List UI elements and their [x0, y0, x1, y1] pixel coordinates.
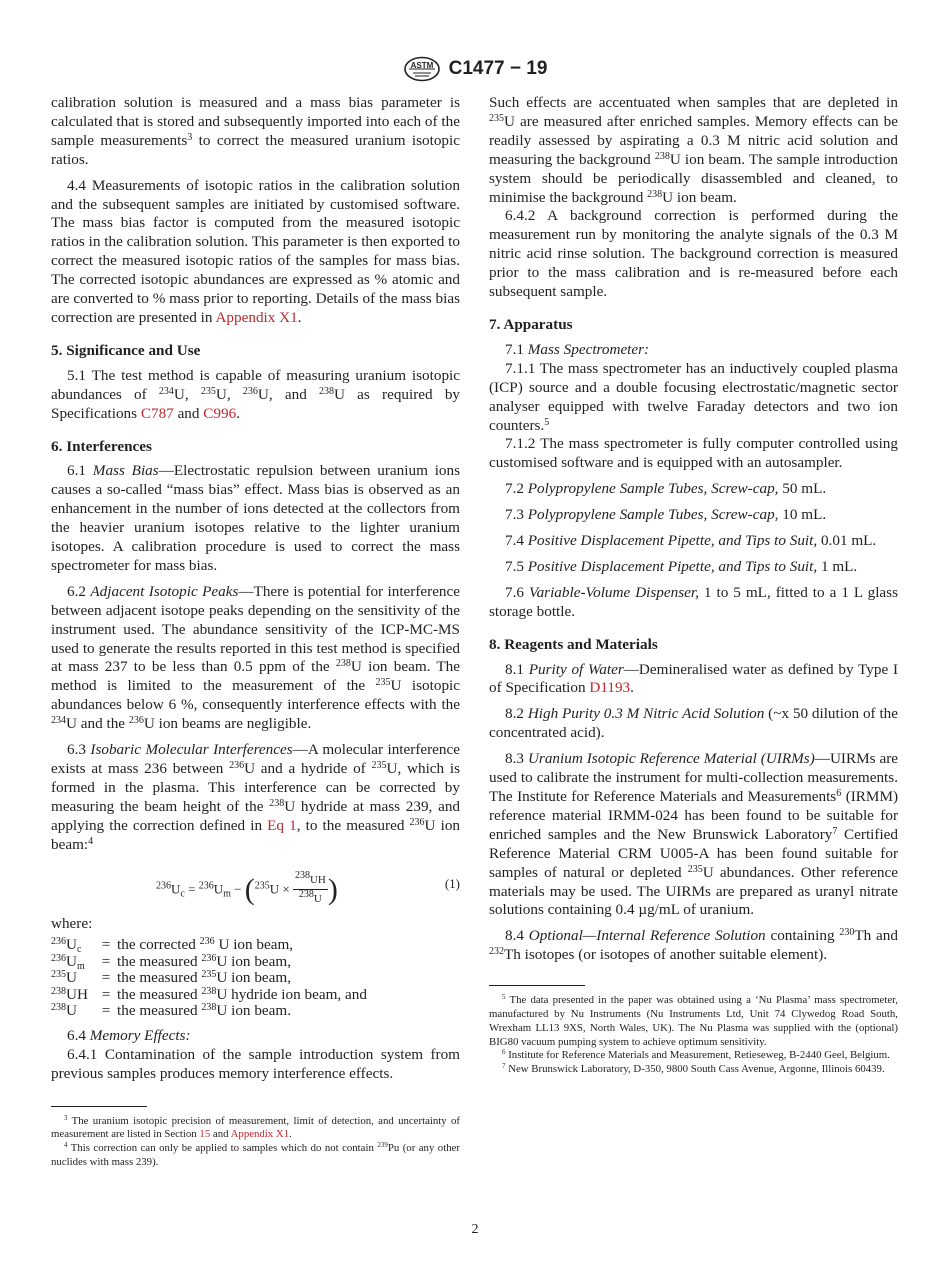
- section-7-heading: 7. Apparatus: [489, 315, 573, 333]
- paragraph-8-2: 8.2 High Purity 0.3 M Nitric Acid Solution (~x 50 dilution of the concentrated acid).: [489, 705, 898, 742]
- page-number: 2: [471, 1222, 479, 1237]
- left-column: [51, 94, 460, 1170]
- paragraph-6-3: 6.3 Isobaric Molecular Interferences—A molecular interference exists at mass 236 between $^{236}$U and a hydride of $^{235}$U, which is formed in the plasma. This interference can be corrected by measuring the beam height of the $^{238}$U hydride at mass 239, and applying the correction defined in Eq 1, to the measured $^{236}$U ion beam:$^4$: [51, 741, 461, 853]
- paragraph-8-1: 8.1 Purity of Water—Demineralised water as defined by Type I of Specification D1193.: [489, 660, 899, 697]
- footnote-rule: [51, 1106, 147, 1107]
- where-row: $^{238}$U = the measured $^{238}$U ion beam.: [51, 1002, 291, 1020]
- paragraph-8-4: 8.4 Optional—Internal Reference Solution containing $^{230}$Th and $^{232}$Th isotopes (or isotopes of another suitable element).: [489, 927, 898, 964]
- svg-text:ASTM: ASTM: [410, 61, 433, 70]
- where-row: $^{236}U_m$ = the measured $^{236}$U ion beam,: [51, 952, 291, 972]
- section-5-heading: 5. Significance and Use: [51, 341, 201, 359]
- paragraph-continued: calibration solution is measured and a mass bias parameter is calculated that is stored and subsequently imported into each of the sample measurements$^3$ to correct the measured uranium isotopic ratios.: [51, 94, 460, 168]
- where-table: [51, 937, 367, 1020]
- document-code: C1477 − 19: [448, 58, 548, 79]
- footnote-4: $^4$ This correction can only be applied to samples which do not contain $^{239}$Pu (or any other nuclides with mass 239).: [51, 1141, 460, 1169]
- footnote-rule: [489, 985, 585, 986]
- c787-link[interactable]: C787: [140, 404, 174, 422]
- appendix-x1-footnote-link[interactable]: Appendix X1: [230, 1128, 290, 1141]
- paragraph-6-1: 6.1 Mass Bias—Electrostatic repulsion between uranium ions causes a so-called “mass bias” effect. Mass bias is observed as an enhancement in the number of ions detected at the collectors from the heavier uranium isotopes relative to the lighter uranium isotopes. A calibration procedure is used to correct the mass spectrometer for mass bias.: [51, 462, 461, 574]
- c996-link[interactable]: C996: [203, 404, 237, 422]
- paragraph-6-4-1-continued: Such effects are accentuated when samples that are depleted in $^{235}$U are measured after enriched samples. Memory effects can be readily assessed by aspirating a 0.3 M nitric acid solution and measuring the background $^{238}$U ion beam. The sample introduction system should be periodically disassembled and cleaned, to minimise the background $^{238}$U ion beam.: [489, 94, 899, 206]
- equation-fraction: $\frac{^{238}UH}{^{238}U}$: [294, 869, 326, 906]
- where-label: where:: [51, 914, 93, 932]
- paragraph-7-5: 7.5 Positive Displacement Pipette, and Tips to Suit, 1 mL.: [505, 557, 858, 575]
- where-row: $^{235}$U = the measured $^{235}$U ion beam,: [51, 969, 291, 987]
- paragraph-7-1: 7.1 Mass Spectrometer:: [505, 340, 650, 358]
- footnote-6: $^6$ Institute for Reference Materials and Measurement, Retieseweg, B-2440 Geel, Belgium.: [502, 1048, 890, 1062]
- paragraph-7-4: 7.4 Positive Displacement Pipette, and Tips to Suit, 0.01 mL.: [505, 532, 877, 550]
- paragraph-6-4: 6.4 Memory Effects:: [67, 1026, 191, 1044]
- paragraph-4-4: 4.4 Measurements of isotopic ratios in the calibration solution and the subsequent samples are initiated by customised software. The mass bias factor is computed from the measured isotopic ratios in the calibration solution. This parameter is then exported to correct the measured isotopic ratios of the samples for mass bias. The corrected isotopic abundances are expressed as % atomic and are converted to % mass prior to reporting. Details of the mass bias correction are presented in Appendix X1.: [51, 176, 460, 326]
- appendix-x1-link[interactable]: Appendix X1: [215, 308, 298, 326]
- paragraph-5-1: 5.1 The test method is capable of measuring uranium isotopic abundances of $^{234}$U, $^{235}$U, $^{236}$U, and $^{238}$U as required by Specifications C787 and C996.: [51, 366, 461, 422]
- paragraph-8-3: 8.3 Uranium Isotopic Reference Material (UIRMs)—UIRMs are used to calibrate the instrument for multi-collection measurements. The Institute for Reference Materials and Measurements$^6$ (IRMM) reference material IRMM-024 has been found to be suitable for enriched samples and the New Brunswick Laboratory$^7$ Certified Reference Material CRM U005-A has been found suitable for samples of natural or depleted $^{235}$U abundances. Other reference materials may be used. The UIRMs are prepared as uranyl nitrate solutions containing 0.4 µg/mL of uranium.: [489, 750, 899, 919]
- paragraph-7-2: 7.2 Polypropylene Sample Tubes, Screw-cap, 50 mL.: [505, 480, 827, 498]
- paragraph-7-1-1: 7.1.1 The mass spectrometer has an inductively coupled plasma (ICP) source and a double focusing electrostatic/magnetic sector analyser equipped with twelve Faraday detectors and two ion counters.$^5$: [489, 359, 898, 434]
- equation-number: (1): [444, 875, 460, 891]
- footnote-3: $^3$ The uranium isotopic precision of measurement, limit of detection, and uncertainty of measurement are listed in Section 15 and Appendix X1.: [51, 1113, 460, 1141]
- paragraph-7-3: 7.3 Polypropylene Sample Tubes, Screw-cap, 10 mL.: [505, 506, 827, 524]
- paragraph-6-2: 6.2 Adjacent Isotopic Peaks—There is potential for interference between adjacent isotope peaks depending on the sensitivity of the instrument used. The abundance sensitivity of the ICP-MC-MS used to generate the results reported in this test method is specified at mass 237 to be less than 0.5 ppm of the $^{238}$U ion beam. The method is limited to the measurement of the $^{235}$U isotopic abundances below 6 %, consequently interference effects with the $^{234}$U and the $^{236}$U ion beams are negligible.: [51, 582, 461, 733]
- section-15-link[interactable]: 15: [199, 1128, 211, 1141]
- section-8-heading: 8. Reagents and Materials: [489, 635, 658, 653]
- eq1-link[interactable]: Eq 1: [267, 816, 297, 834]
- where-row: $^{236}U_c$ = the corrected $^{236}$ U ion beam,: [51, 936, 294, 956]
- footnote-7: $^7$ New Brunswick Laboratory, D-350, 9800 South Cass Avenue, Argonne, Illinois 60439.: [502, 1062, 885, 1076]
- section-6-heading: 6. Interferences: [51, 437, 152, 455]
- where-row: $^{238}$UH = the measured $^{238}$U hydride ion beam, and: [51, 985, 367, 1003]
- page-header: [0, 56, 950, 82]
- paragraph-7-6: 7.6 Variable-Volume Dispenser, 1 to 5 mL, fitted to a 1 L glass storage bottle.: [489, 583, 898, 620]
- equation-1: $^{236}U_c = ^{236}U_m - (^{235}U$ × $\frac{^{238}UH}{^{238}U}$ ) (1): [51, 861, 460, 909]
- astm-logo-icon: [403, 56, 441, 82]
- paragraph-6-4-1: 6.4.1 Contamination of the sample introduction system from previous samples produces memory interference effects.: [51, 1045, 460, 1082]
- paragraph-7-1-2: 7.1.2 The mass spectrometer is fully computer controlled using customised software and is equipped with an autosampler.: [489, 435, 898, 472]
- footnote-5: $^5$ The data presented in the paper was obtained using a ‘Nu Plasma’ mass spectrometer, manufactured by Nu Instruments (Nu Instruments Ltd, Unit 74 Clywedog Road South, Wrexham LL13 9XS, North Wales, UK). The Nu Plasma was supplied with the (optional) BIG80 vacuum pumping system to achieve optimum sensitivity.: [489, 993, 898, 1048]
- d1193-link[interactable]: D1193: [589, 679, 631, 697]
- paragraph-6-4-2: 6.4.2 A background correction is performed during the measurement run by monitoring the analyte signals of the 0.3 M nitric acid rinse solution. The background correction is measured prior to the mass calibration and is re-measured before each subsequent sample.: [489, 207, 898, 301]
- right-column: [489, 94, 898, 1077]
